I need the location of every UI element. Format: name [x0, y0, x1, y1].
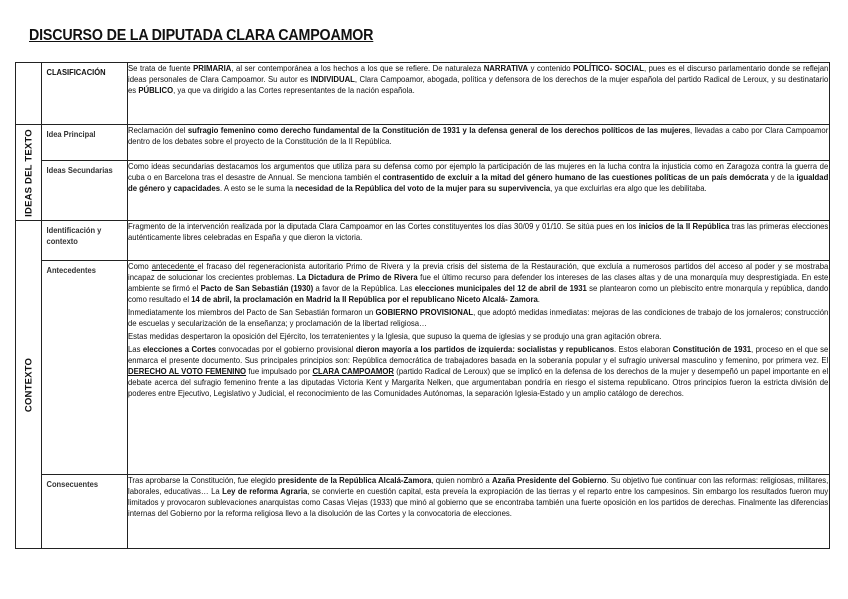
label-clasificacion: CLASIFICACIÓN	[46, 67, 106, 77]
label-antecedentes: Antecedentes	[46, 265, 96, 275]
row-antecedentes	[16, 261, 830, 475]
text-idea-principal: Reclamación del sufragio femenino como derecho fundamental de la Constitución de 1931 y la defensa general de los derechos políticos de las mujeres, llevadas a cabo por Clara Campoamor dentro de los debates sobre el proyecto de la Constitución de la II República.	[128, 125, 829, 146]
antecedentes-paragraph-4: Las elecciones a Cortes convocadas por el gobierno provisional dieron mayoría a los partidos de izquierda: socialistas y republicanos. Estos elaboran Constitución de 1931, proceso en el que se enmarca el presente documento. Sus principales principios son: República democrática de trabajadores basada en la soberanía popular y el sufragio universal masculino y femenino, por primera vez. El DERECHO AL VOTO FEMENINO fue impulsado por CLARA CAMPOAMOR (partido Radical de Leroux) que se implicó en la defensa de los derechos de la mujer y desempeñó un papel importante en el debate acerca del sufragio femenino frente a las diputadas Victoria Kent y Margarita Nelken, que argumentaban pondría en riesgo el sistema republicano. Otros principios fueron la estricta división de poderes entre Ejecutivo, Legislativo y Judicial, el reconocimiento de las Comunidades Autónomas, la separación Iglesia-Estado y un amplio catálogo de derechos.	[128, 344, 829, 398]
label-identificacion: Identificación y contexto	[46, 225, 102, 246]
text-ideas-secundarias: Como ideas secundarias destacamos los argumentos que utiliza para su defensa como por ejemplo la participación de las mujeres en la lucha contra la injusticia como en Zaragoza contra la guerra de cuba o en Barcelona tras el desastre de Annual. Se menciona también el contrasentido de excluir a la mitad del género humano de las cuestiones políticas de un país demócrata y de la igualdad de género y capacidades. A esto se le suma la necesidad de la República del voto de la mujer para su supervivencia, ya que excluirlas era algo que les debilitaba.	[128, 161, 829, 193]
row-ideas-secundarias	[16, 161, 830, 221]
antecedentes-paragraph-2: Inmediatamente los miembros del Pacto de San Sebastián formaron un GOBIERNO PROVISIONAL, que adoptó medidas inmediatas: mejoras de las condiciones de trabajo de los jornaleros; construcción de escuelas y secularización de la enseñanza; y proclamación de la libertad religiosa…	[128, 307, 829, 328]
empty-group-cell	[16, 63, 42, 125]
label-consecuentes: Consecuentes	[46, 479, 99, 489]
group-label-ideas: IDEAS DEL TEXTO	[23, 128, 34, 217]
row-idea-principal	[16, 125, 830, 161]
label-idea-principal: Idea Principal	[46, 129, 96, 139]
group-contexto	[16, 221, 42, 549]
antecedentes-paragraph-3: Estas medidas despertaron la oposición del Ejército, los terratenientes y la Iglesia, que supuso la quema de iglesias y se produjo una gran agitación obrera.	[128, 331, 662, 341]
group-ideas-del-texto	[16, 125, 42, 221]
document-title: DISCURSO DE LA DIPUTADA CLARA CAMPOAMOR	[29, 27, 374, 44]
commentary-table	[15, 62, 830, 549]
antecedentes-paragraph-1: Como antecedente el fracaso del regeneracionista autoritario Primo de Rivera y la previa crisis del sistema de la Restauración, que excluía a numerosos partidos del acceso al poder y se mostraba incapaz de solucionar los crecientes problemas. La Dictadura de Primo de Rivera fue el último recurso para defender los intereses de las clases altas y de una monarquía muy desprestigiada. En este ambiente se firmó el Pacto de San Sebastián (1930) a favor de la República. Las elecciones municipales del 12 de abril de 1931 se plantearon como un plebiscito entre monarquía y república, dando como resultado el 14 de abril, la proclamación en Madrid la II República por el republicano Niceto Alcalá- Zamora.	[128, 261, 829, 304]
group-label-contexto: CONTEXTO	[23, 357, 34, 412]
text-identificacion: Fragmento de la intervención realizada por la diputada Clara Campoamor en las Cortes constituyentes los días 30/09 y 01/10. Se sitúa pues en los inicios de la II República tras las primeras elecciones auténticamente libres celebradas en España y que dieron la victoria.	[128, 221, 829, 242]
row-identificacion	[16, 221, 830, 261]
row-clasificacion	[16, 63, 830, 125]
text-clasificacion: Se trata de fuente PRIMARIA, al ser contemporánea a los hechos a los que se refiere. De naturaleza NARRATIVA y contenido POLÍTICO- SOCIAL, pues es el discurso parlamentario donde se reflejan ideas personales de Clara Campoamor. Su autor es INDIVIDUAL, Clara Campoamor, abogada, política y defensora de los derechos de la mujer española del partido Radical de Leroux, y su destinatario es PÚBLICO, ya que va dirigido a las Cortes representantes de la nación española.	[128, 63, 829, 95]
label-ideas-secundarias: Ideas Secundarias	[46, 165, 113, 175]
text-antecedentes	[128, 261, 828, 399]
text-consecuentes: Tras aprobarse la Constitución, fue elegido presidente de la República Alcalá-Zamora, quien nombró a Azaña Presidente del Gobierno. Su objetivo fue continuar con las reformas: religiosas, militares, laborales, educativas… La Ley de reforma Agraria, se convierte en cuestión capital, esta preveía la expropiación de las tierras y el reparto entre los campesinos. Sin embargo los resultados fueron muy limitados y provocaron sublevaciones anarquistas como Casas Viejas (1933) que minó al gobierno que se encontraba también una fuerte oposición en los partidos de derechas. Finalmente las diferencias internas del Gobierno por la reforma religiosa llevo a la disolución de las Cortes y la convocatoria de elecciones.	[128, 475, 829, 518]
row-consecuentes	[16, 475, 830, 549]
